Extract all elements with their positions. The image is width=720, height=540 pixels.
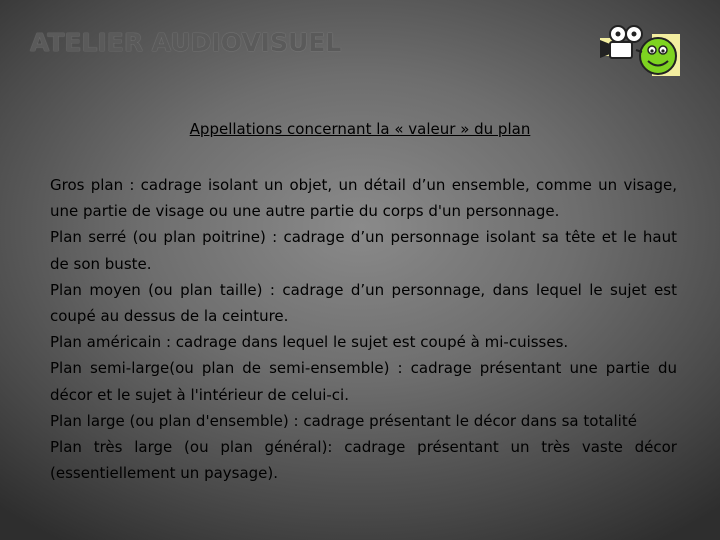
definition-item (50, 434, 677, 486)
definition-text: (ou plan taille) : cadrage d’un personnage, dans lequel le sujet est coupé au dessus de la ceinture. (50, 280, 677, 326)
definition-item (50, 224, 677, 276)
definition-text: (ou plan général): cadrage présentant un très vaste décor (essentiellement un paysage). (50, 438, 677, 483)
definition-term: Plan très large (50, 438, 173, 457)
definition-term: Plan semi-large (50, 359, 170, 378)
definition-text: : cadrage dans lequel le sujet est coupé à mi-cuisses. (161, 333, 569, 352)
definition-item (50, 355, 677, 407)
definition-text: (ou plan poitrine) : cadrage d’un personnage isolant sa tête et le haut de son buste. (50, 228, 677, 273)
page-title: ATELIER AUDIOVISUEL (30, 28, 342, 57)
definition-text: : cadrage isolant un objet, un détail d’un ensemble, comme un visage, une partie de visage ou une autre partie du corps d'un personnage. (50, 176, 678, 221)
definition-term: Plan moyen (50, 280, 141, 299)
definition-text: (ou plan de semi-ensemble) : cadrage présentant une partie du décor et le sujet à l'intérieur de celui-ci. (50, 359, 677, 404)
definition-item (50, 172, 677, 224)
definition-item (50, 277, 677, 329)
definition-text: (ou plan d'ensemble) : cadrage présentant le décor dans sa totalité (124, 411, 637, 430)
definition-item (50, 329, 677, 355)
definition-term: Plan large (50, 411, 125, 430)
definition-item (50, 408, 677, 434)
definition-term: Plan serré (50, 228, 127, 247)
movie-camera-mascot-icon (596, 20, 680, 76)
definition-term: Gros plan (50, 176, 124, 194)
subtitle: Appellations concernant la « valeur » du plan (189, 120, 531, 138)
definition-term: Plan américain (50, 333, 162, 352)
definitions-list (50, 172, 677, 486)
